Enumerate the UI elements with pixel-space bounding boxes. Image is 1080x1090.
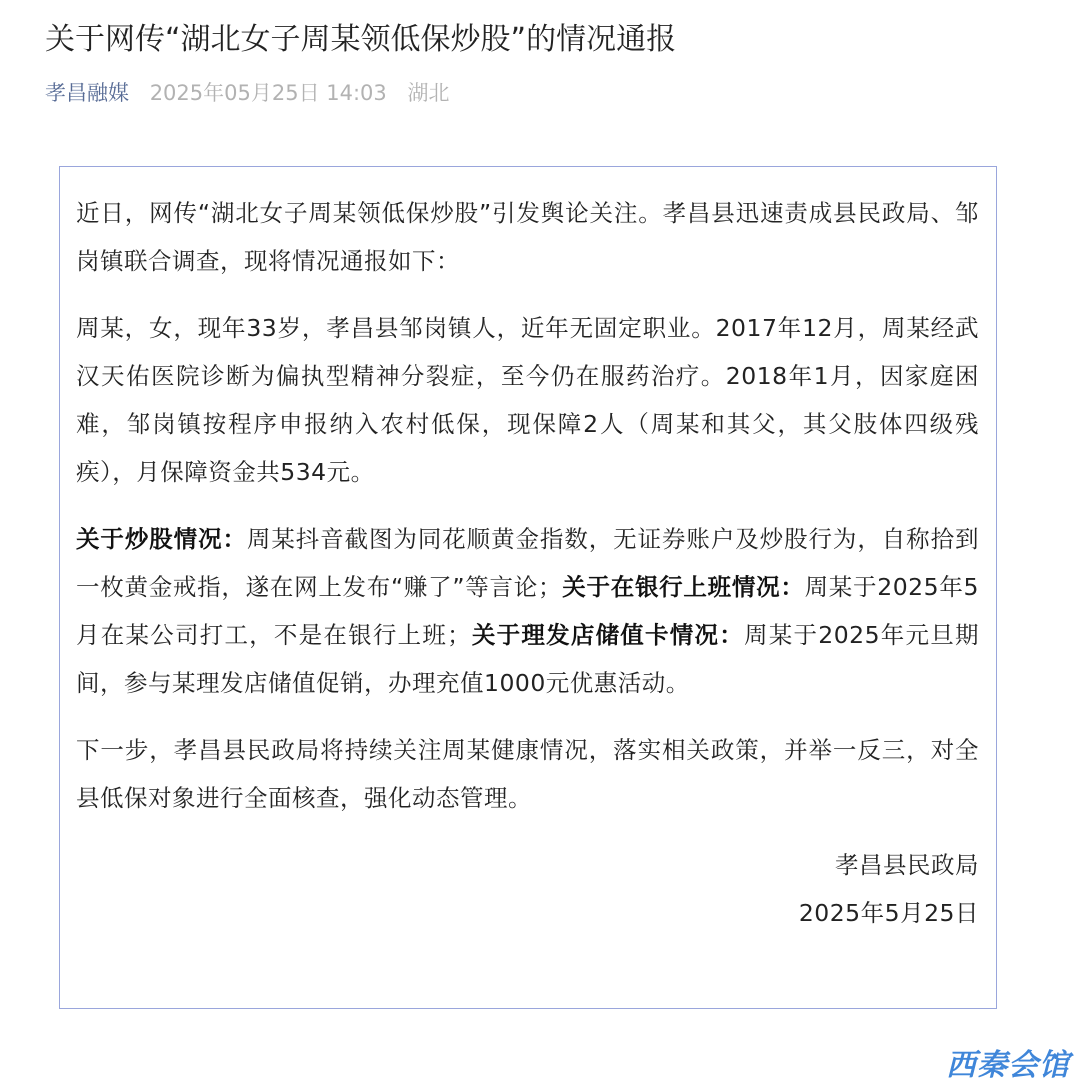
publish-date: 2025年05月25日 14:03 xyxy=(149,81,387,105)
notice-paragraph-background: 周某，女，现年33岁，孝昌县邹岗镇人，近年无固定职业。2017年12月，周某经武汉天佑医院诊断为偏执型精神分裂症，至今仍在服药治疗。2018年1月，因家庭困难，邹岗镇按程序申报纳入农村低保，现保障2人（周某和其父，其父肢体四级残疾），月保障资金共534元。 xyxy=(76,314,979,486)
finding-heading-salon-card: 关于理发店储值卡情况： xyxy=(471,621,745,649)
article-title: 关于网传“湖北女子周某领低保炒股”的情况通报 xyxy=(45,22,677,57)
signature-date: 2025年5月25日 xyxy=(798,899,979,927)
notice-box xyxy=(59,166,997,1009)
notice-paragraph-findings xyxy=(76,515,979,707)
finding-text-salon-card: 周某于2025年元旦期间，参与某理发店储值促销，办理充值1000元优惠活动。 xyxy=(76,621,980,697)
finding-heading-stocks: 关于炒股情况： xyxy=(76,525,247,553)
finding-heading-bank: 关于在银行上班情况： xyxy=(562,573,805,601)
signature-organization: 孝昌县民政局 xyxy=(835,851,979,879)
finding-text-stocks: 周某抖音截图为同花顺黄金指数，无证券账户及炒股行为，自称拾到一枚黄金戒指，遂在网上发布“赚了”等言论； xyxy=(76,525,980,601)
notice-paragraph-next-steps: 下一步，孝昌县民政局将持续关注周某健康情况，落实相关政策，并举一反三，对全县低保对象进行全面核查，强化动态管理。 xyxy=(76,736,979,812)
notice-paragraph-intro: 近日，网传“湖北女子周某领低保炒股”引发舆论关注。孝昌县迅速责成县民政局、邹岗镇联合调查，现将情况通报如下： xyxy=(76,199,979,275)
article-meta xyxy=(45,76,449,110)
publish-region: 湖北 xyxy=(407,81,450,105)
finding-text-bank: 周某于2025年5月在某公司打工，不是在银行上班； xyxy=(76,573,979,649)
source-link[interactable]: 孝昌融媒 xyxy=(45,81,129,105)
watermark-logo: 西秦会馆 xyxy=(946,1048,1070,1083)
